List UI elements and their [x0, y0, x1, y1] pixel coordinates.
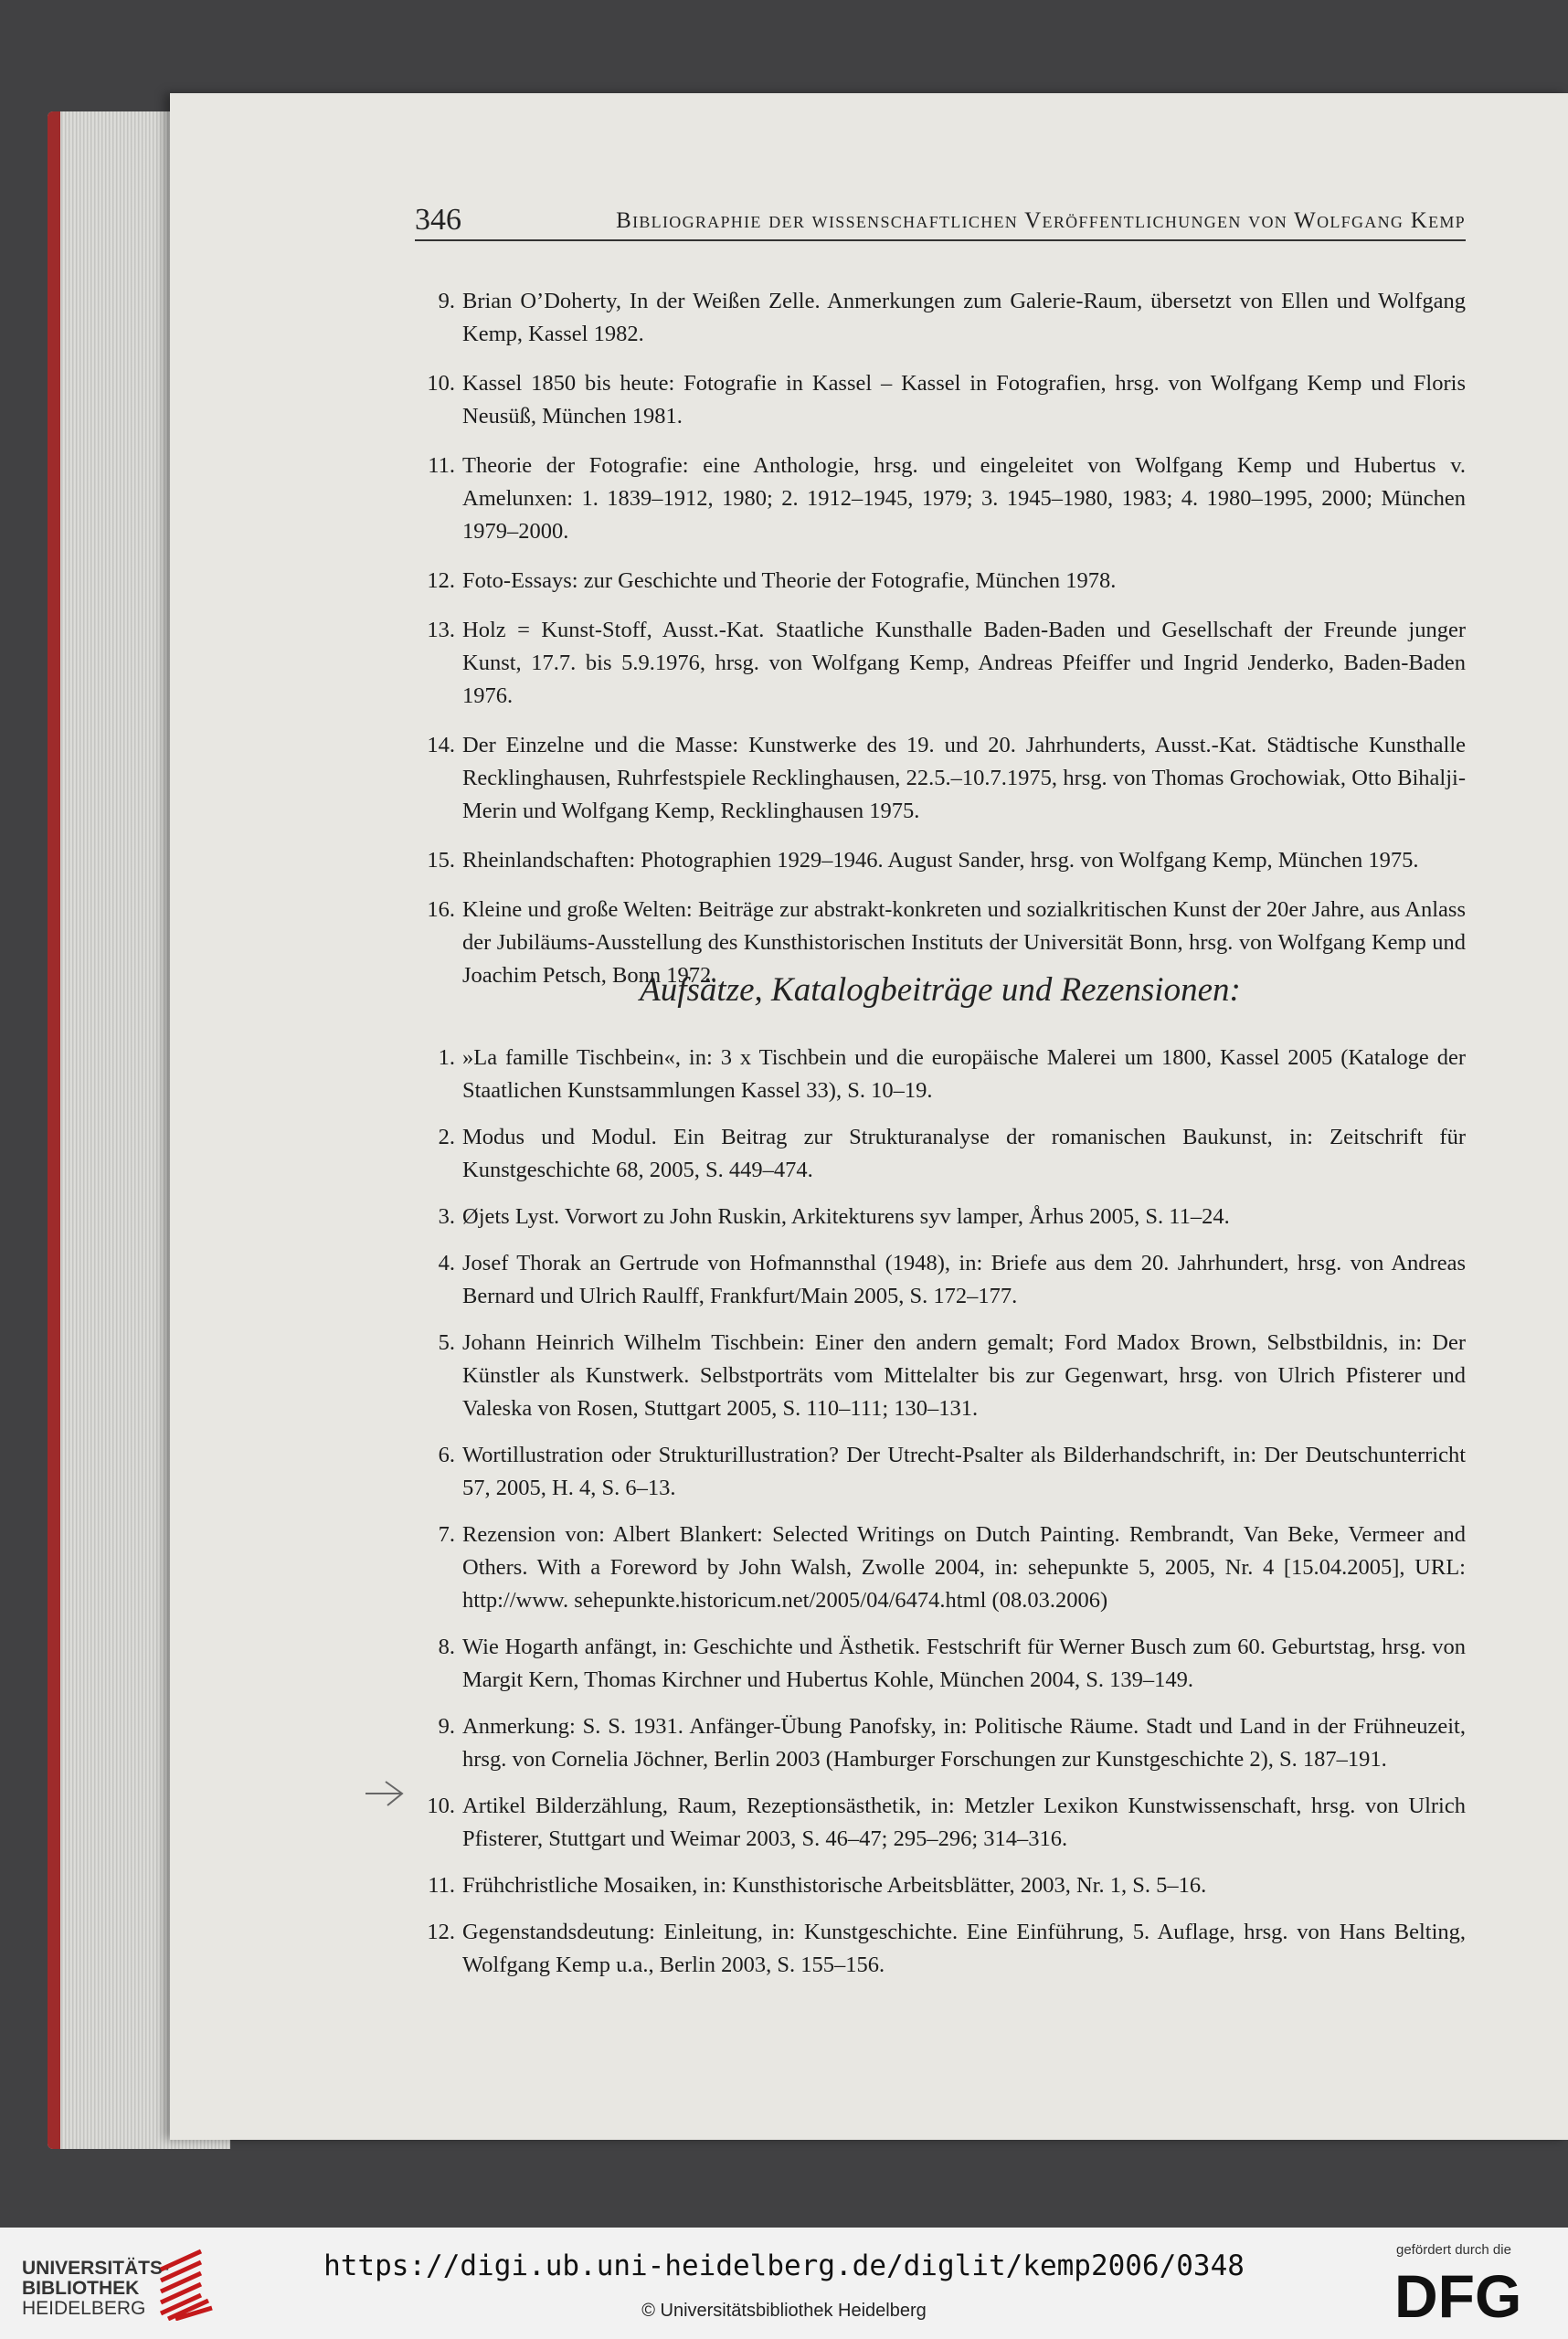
entry-number: 10. [427, 371, 455, 396]
entry-number: 11. [428, 1873, 455, 1898]
entry-text: Wortillustration oder Strukturillustration? Der Utrecht-Psalter als Bilderhandschrift, in: Der Deutschunterricht 57, 2005, H. 4, S. 6–13. [462, 1443, 1466, 1500]
entry-text: Kassel 1850 bis heute: Fotografie in Kassel – Kassel in Fotografien, hrsg. von Wolfgang Kemp und Floris Neusüß, München 1981. [462, 371, 1466, 429]
entry-number: 9. [438, 1714, 455, 1739]
dfg-logo [1394, 2266, 1544, 2324]
entry-text: Modus und Modul. Ein Beitrag zur Strukturanalyse der romanischen Baukunst, in: Zeitschrift für Kunstgeschichte 68, 2005, S. 449–474. [462, 1125, 1466, 1182]
entry-text: Anmerkung: S. S. 1931. Anfänger-Übung Panofsky, in: Politische Räume. Stadt und Land in der Frühneuzeit, hrsg. von Cornelia Jöchner, Berlin 2003 (Hamburger Forschungen zur Kunstgeschichte 2), S. 187–191. [462, 1714, 1466, 1772]
entry-number: 14. [427, 733, 455, 757]
article-entry [415, 1439, 1466, 1505]
article-entry [415, 1916, 1466, 1982]
entry-text: Johann Heinrich Wilhelm Tischbein: Einer den andern gemalt; Ford Madox Brown, Selbstbildnis, in: Der Künstler als Kunstwerk. Selbstporträts vom Mittelalter bis zur Gegenwart, hrsg. von Ulrich Pfisterer und Valeska von Rosen, Stuttgart 2005, S. 110–111; 130–131. [462, 1330, 1466, 1421]
entry-text: Wie Hogarth anfängt, in: Geschichte und Ästhetik. Festschrift für Werner Busch zum 60. Geburtstag, hrsg. von Margit Kern, Thomas Kirchner und Hubertus Kohle, München 2004, S. 139–149. [462, 1635, 1466, 1692]
copyright-notice: © Universitätsbibliothek Heidelberg [641, 2301, 927, 2321]
bibliography-list-articles [415, 1042, 1466, 1995]
article-entry [415, 1631, 1466, 1697]
entry-number: 11. [428, 453, 455, 478]
article-entry [415, 1710, 1466, 1776]
article-entry [415, 1519, 1466, 1617]
entry-number: 8. [438, 1635, 455, 1659]
entry-number: 10. [427, 1794, 455, 1818]
book-entry [415, 450, 1466, 548]
entry-text: »La famille Tischbein«, in: 3 x Tischbein und die europäische Malerei um 1800, Kassel 2005 (Kataloge der Staatlichen Kunstsammlungen Kassel 33), S. 10–19. [462, 1045, 1466, 1103]
entry-number: 7. [438, 1522, 455, 1547]
entry-number: 12. [427, 568, 455, 593]
book-cover-edge [48, 111, 60, 2149]
article-entry [415, 1042, 1466, 1107]
entry-number: 4. [438, 1251, 455, 1275]
book-entry [415, 729, 1466, 828]
book-entry [415, 844, 1466, 877]
entry-text: Kleine und große Welten: Beiträge zur abstrakt-konkreten und sozialkritischen Kunst der 20er Jahre, aus Anlass der Jubiläums-Ausstellung des Kunsthistorischen Instituts der Universität Bonn, hrsg. von Wolfgang Kemp und Joachim Petsch, Bonn 1972. [462, 897, 1466, 988]
article-entry [415, 1790, 1466, 1856]
article-entry [415, 1869, 1466, 1902]
page-number: 346 [415, 203, 461, 237]
entry-text: Josef Thorak an Gertrude von Hofmannsthal (1948), in: Briefe aus dem 20. Jahrhundert, hrsg. von Andreas Bernard und Ulrich Raulff, Frankfurt/Main 2005, S. 172–177. [462, 1251, 1466, 1308]
entry-text: Artikel Bilderzählung, Raum, Rezeptionsästhetik, in: Metzler Lexikon Kunstwissenschaft, hrsg. von Ulrich Pfisterer, Stuttgart und Weimar 2003, S. 46–47; 295–296; 314–316. [462, 1794, 1466, 1851]
viewer-footer [0, 2228, 1568, 2339]
book-entry [415, 367, 1466, 433]
article-entry [415, 1121, 1466, 1187]
article-entry [415, 1247, 1466, 1313]
dfg-logo-text: DFG [1394, 2266, 1522, 2324]
running-head-title: Bibliographie der wissenschaftlichen Veröffentlichungen von Wolfgang Kemp [616, 208, 1466, 233]
entry-text: Foto-Essays: zur Geschichte und Theorie der Fotografie, München 1978. [462, 568, 1117, 593]
entry-text: Gegenstandsdeutung: Einleitung, in: Kunstgeschichte. Eine Einführung, 5. Auflage, hrsg. von Hans Belting, Wolfgang Kemp u.a., Berlin 2003, S. 155–156. [462, 1920, 1466, 1977]
entry-number: 3. [438, 1204, 455, 1229]
book-entry [415, 565, 1466, 598]
library-name-line2: BIBLIOTHEK [22, 2278, 140, 2299]
entry-text: Øjets Lyst. Vorwort zu John Ruskin, Arkitekturens syv lamper, Århus 2005, S. 11–24. [462, 1204, 1230, 1229]
entry-number: 6. [438, 1443, 455, 1467]
margin-arrow-icon [364, 1778, 406, 1809]
article-entry [415, 1327, 1466, 1425]
bibliography-list-books [415, 285, 1466, 1009]
book-entry [415, 614, 1466, 713]
entry-text: Rezension von: Albert Blankert: Selected Writings on Dutch Painting. Rembrandt, Van Beke, Vermeer and Others. With a Foreword by John Walsh, Zwolle 2004, in: sehepunkte 5, 2005, Nr. 4 [15.04.2005], URL: http://www. sehepunkte.historicum.net/2005/04/6474.html (08.03.2006) [462, 1522, 1466, 1613]
article-entry [415, 1201, 1466, 1233]
document-url-link[interactable]: https://digi.ub.uni-heidelberg.de/diglit/kemp2006/0348 [323, 2249, 1245, 2282]
entry-number: 16. [427, 897, 455, 922]
entry-number: 1. [438, 1045, 455, 1070]
entry-number: 5. [438, 1330, 455, 1355]
entry-number: 13. [427, 618, 455, 642]
library-name-line1: UNIVERSITÄTS- [22, 2258, 170, 2279]
entry-number: 15. [427, 848, 455, 873]
entry-number: 2. [438, 1125, 455, 1149]
running-head [415, 203, 1466, 241]
entry-text: Rheinlandschaften: Photographien 1929–1946. August Sander, hrsg. von Wolfgang Kemp, München 1975. [462, 848, 1419, 873]
section-heading: Aufsätze, Katalogbeiträge und Rezensionen: [640, 971, 1241, 1009]
entry-text: Der Einzelne und die Masse: Kunstwerke des 19. und 20. Jahrhunderts, Ausst.-Kat. Städtische Kunsthalle Recklinghausen, Ruhrfestspiele Recklinghausen, 22.5.–10.7.1975, hrsg. von Thomas Grochowiak, Otto Bihalji-Merin und Wolfgang Kemp, Recklinghausen 1975. [462, 733, 1466, 823]
entry-text: Theorie der Fotografie: eine Anthologie, hrsg. und eingeleitet von Wolfgang Kemp und Hubertus v. Amelunxen: 1. 1839–1912, 1980; 2. 1912–1945, 1979; 3. 1945–1980, 1983; 4. 1980–1995, 2000; München 1979–2000. [462, 453, 1466, 544]
entry-text: Frühchristliche Mosaiken, in: Kunsthistorische Arbeitsblätter, 2003, Nr. 1, S. 5–16. [462, 1873, 1207, 1898]
entry-text: Brian O’Doherty, In der Weißen Zelle. Anmerkungen zum Galerie-Raum, übersetzt von Ellen und Wolfgang Kemp, Kassel 1982. [462, 289, 1466, 346]
entry-number: 9. [438, 289, 455, 313]
book-entry [415, 285, 1466, 351]
library-name-line3: HEIDELBERG [22, 2298, 146, 2319]
entry-number: 12. [427, 1920, 455, 1944]
funded-by-label: gefördert durch die [1396, 2242, 1511, 2258]
entry-text: Holz = Kunst-Stoff, Ausst.-Kat. Staatliche Kunsthalle Baden-Baden und Gesellschaft der Freunde junger Kunst, 17.7. bis 5.9.1976, hrsg. von Wolfgang Kemp, Andreas Pfeiffer und Ingrid Jenderko, Baden-Baden 1976. [462, 618, 1466, 708]
